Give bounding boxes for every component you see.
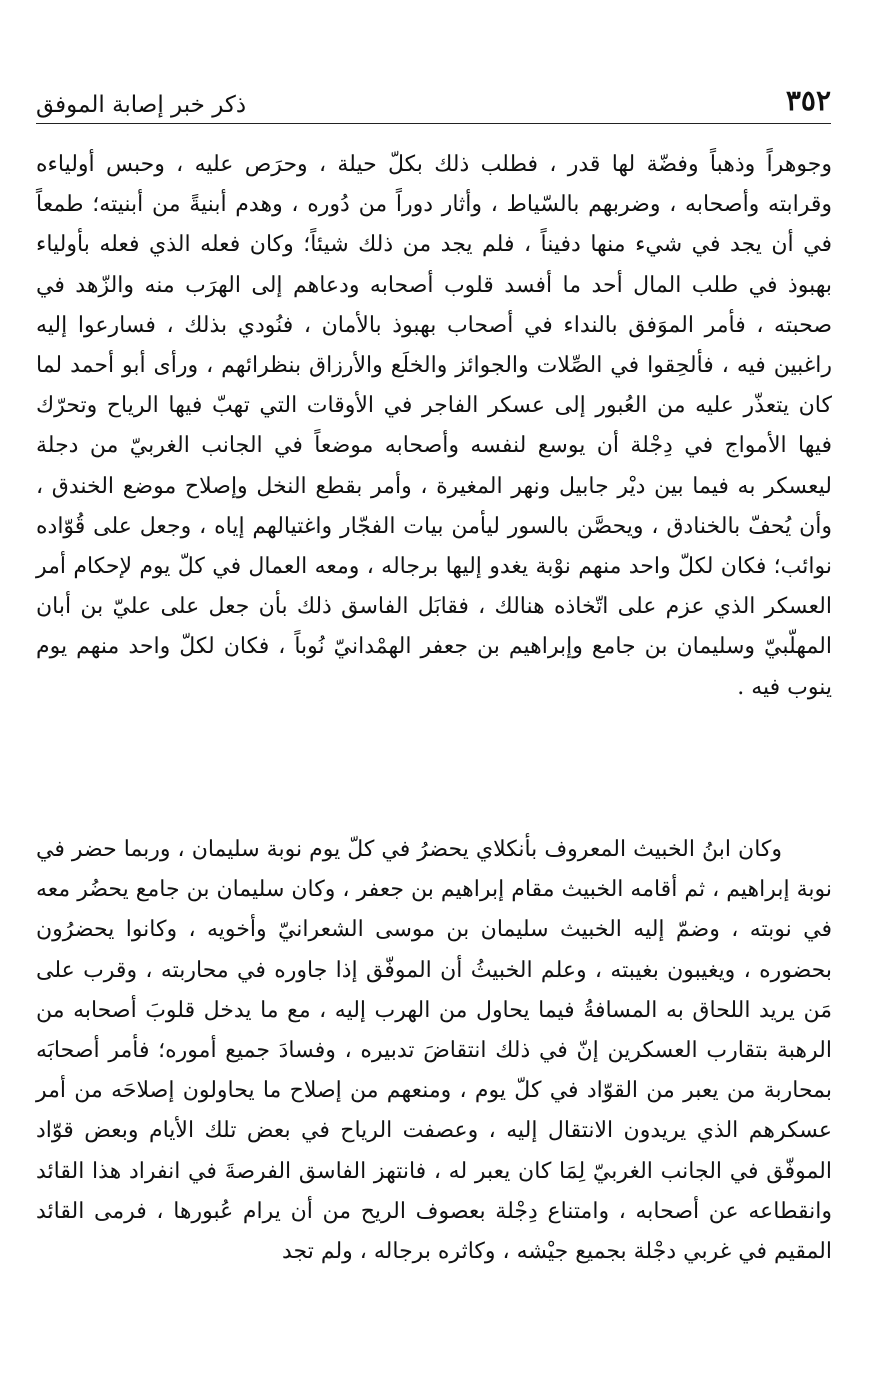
- paragraph-1-text: وجوهراً وذهباً وفضّة لها قدر ، فطلب ذلك بكلّ حيلة ، وحرَص عليه ، وحبس أولياءه وقرابته وأصحابه ، وضربهم بالسّياط ، وأثار دوراً من دُوره ، وهدم أبنيةً من أبنيته؛ طمعاً في أن يجد في شيء منها دفيناً ، فلم يجد من ذلك شيئاً؛ وكان فعله الذي فعله بأولياء بهبوذ في طلب المال أحد ما أفسد قلوب أصحابه ودعاهم إلى الهرَب منه والزّهد في صحبته ، فأمر الموَفق بالنداء في أصحاب بهبوذ بالأمان ، فنُودي بذلك ، فسارعوا إليه راغبين فيه ، فألحِقوا في الصِّلات والجوائز والخلَع والأرزاق بنظرائهم ، ورأى أبو أحمد لما كان يتعذّر عليه من العُبور إلى عسكر الفاجر في الأوقات التي تهبّ فيها الرياح وتحرّك فيها الأمواج في دِجْلة أن يوسع لنفسه وأصحابه موضعاً في الجانب الغربيّ من دجلة ليعسكر به فيما بين ديْر جابيل ونهر المغيرة ، وأمر بقطع النخل وإصلاح موضع الخندق ، وأن يُحفّ بالخنادق ، ويحصَّن بالسور ليأمن بيات الفجّار واغتيالهم إياه ، وجعل على قُوّاده نوائب؛ فكان لكلّ واحد منهم نوْبة يغدو إليها برجاله ، ومعه العمال في كلّ يوم لإحكام أمر العسكر الذي عزم على اتّخاذه هنالك ، فقابَل الفاسق ذلك بأن جعل على عليّ بن أبان المهلّبيّ وسليمان بن جامع وإبراهيم بن جعفر الهمْدانيّ نُوباً ، فكان لكلّ واحد منهم يوم ينوب فيه .: [36, 152, 832, 700]
- running-title: ذكر خبر إصابة الموفق: [36, 92, 247, 118]
- page-number: ٣٥٢: [785, 84, 831, 117]
- page-header: [36, 82, 831, 124]
- paragraph-2-text: وكان ابنُ الخبيث المعروف بأنكلاي يحضرُ في كلّ يوم نوبة سليمان ، وربما حضر في نوبة إبراهيم ، ثم أقامه الخبيث مقام إبراهيم بن جعفر ، وكان سليمان بن جامع يحضُر معه في نوبته ، وضمّ إليه الخبيث سليمان بن موسى الشعرانيّ وأخويه ، وكانوا يحضرُون بحضوره ، ويغيبون بغيبته ، وعلم الخبيثُ أن الموفّق إذا جاوره في محاربته ، وقرب على مَن يريد اللحاق به المسافةُ فيما يحاول من الهرب إليه ، مع ما يدخل قلوبَ أصحابه من الرهبة بتقارب العسكرين إنّ في ذلك انتقاضَ تدبيره ، وفسادَ جميع أموره؛ فأمر أصحابَه بمحاربة من يعبر من القوّاد في كلّ يوم ، ومنعهم من إصلاح ما يحاولون إصلاحَه من أمر عسكرهم الذي يريدون الانتقال إليه ، وعصفت الرياح في بعض تلك الأيام وبعض قوّاد الموفّق في الجانب الغربيّ لِمَا كان يعبر له ، فانتهز الفاسق الفرصةَ في انفراد هذا القائد وانقطاعه عن أصحابه ، وامتناع دِجْلة بعصوف الريح من أن يرام عُبورها ، فرمى القائد المقيم في غربي دجْلة بجميع جيْشه ، وكاثره برجاله ، ولم تجد: [36, 837, 832, 1265]
- paragraph-1: [36, 145, 832, 708]
- paragraph-2: [36, 830, 832, 1272]
- header-rule: [36, 123, 831, 124]
